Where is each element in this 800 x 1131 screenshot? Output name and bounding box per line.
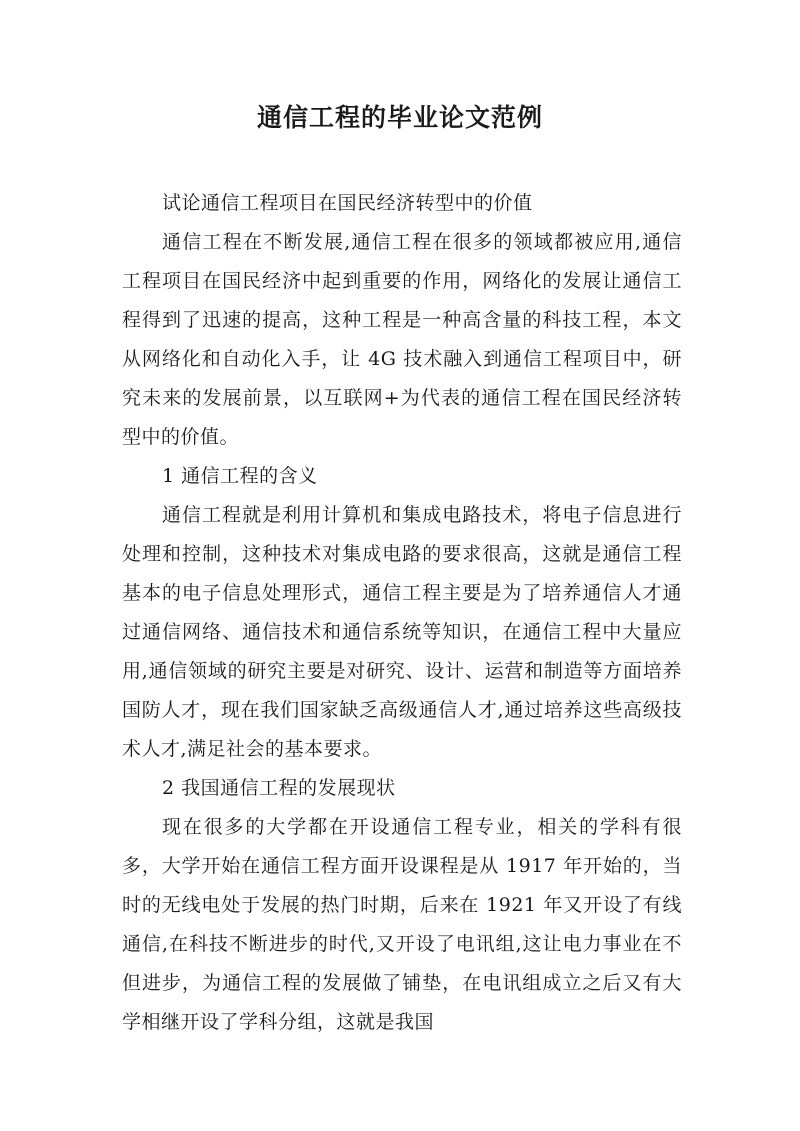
document-title: 通信工程的毕业论文范例 xyxy=(256,103,543,132)
section-heading-1: 1 通信工程的含义 xyxy=(162,465,318,487)
paper-subtitle: 试论通信工程项目在国民经济转型中的价值 xyxy=(162,192,533,214)
section-heading-2: 2 我国通信工程的发展现状 xyxy=(162,777,396,799)
abstract-paragraph: 通信工程在不断发展,通信工程在很多的领域都被应用,通信工程项目在国民经济中起到重要的作用，网络化的发展让通信工程得到了迅速的提高，这种工程是一种高含量的科技工程，本文从网络化和自动化入手，让 4G 技术融入到通信工程项目中，研究未来的发展前景，以互联网+为代表的通信工程在国民经济转型中的价值。 xyxy=(122,231,682,448)
document-body xyxy=(122,184,682,1042)
section-2-paragraph: 现在很多的大学都在开设通信工程专业，相关的学科有很多，大学开始在通信工程方面开设课程是从 1917 年开始的，当时的无线电处于发展的热门时期，后来在 1921 年又开设了有线通信,在科技不断进步的时代,又开设了电讯组,这让电力事业在不但进步，为通信工程的发展做了铺垫，在电讯组成立之后又有大学相继开设了学科分组，这就是我国 xyxy=(122,816,682,1033)
section-1-paragraph: 通信工程就是利用计算机和集成电路技术，将电子信息进行处理和控制，这种技术对集成电路的要求很高，这就是通信工程基本的电子信息处理形式，通信工程主要是为了培养通信人才通过通信网络、通信技术和通信系统等知识，在通信工程中大量应用,通信领域的研究主要是对研究、设计、运营和制造等方面培养国防人才，现在我们国家缺乏高级通信人才,通过培养这些高级技术人才,满足社会的基本要求。 xyxy=(122,504,682,760)
